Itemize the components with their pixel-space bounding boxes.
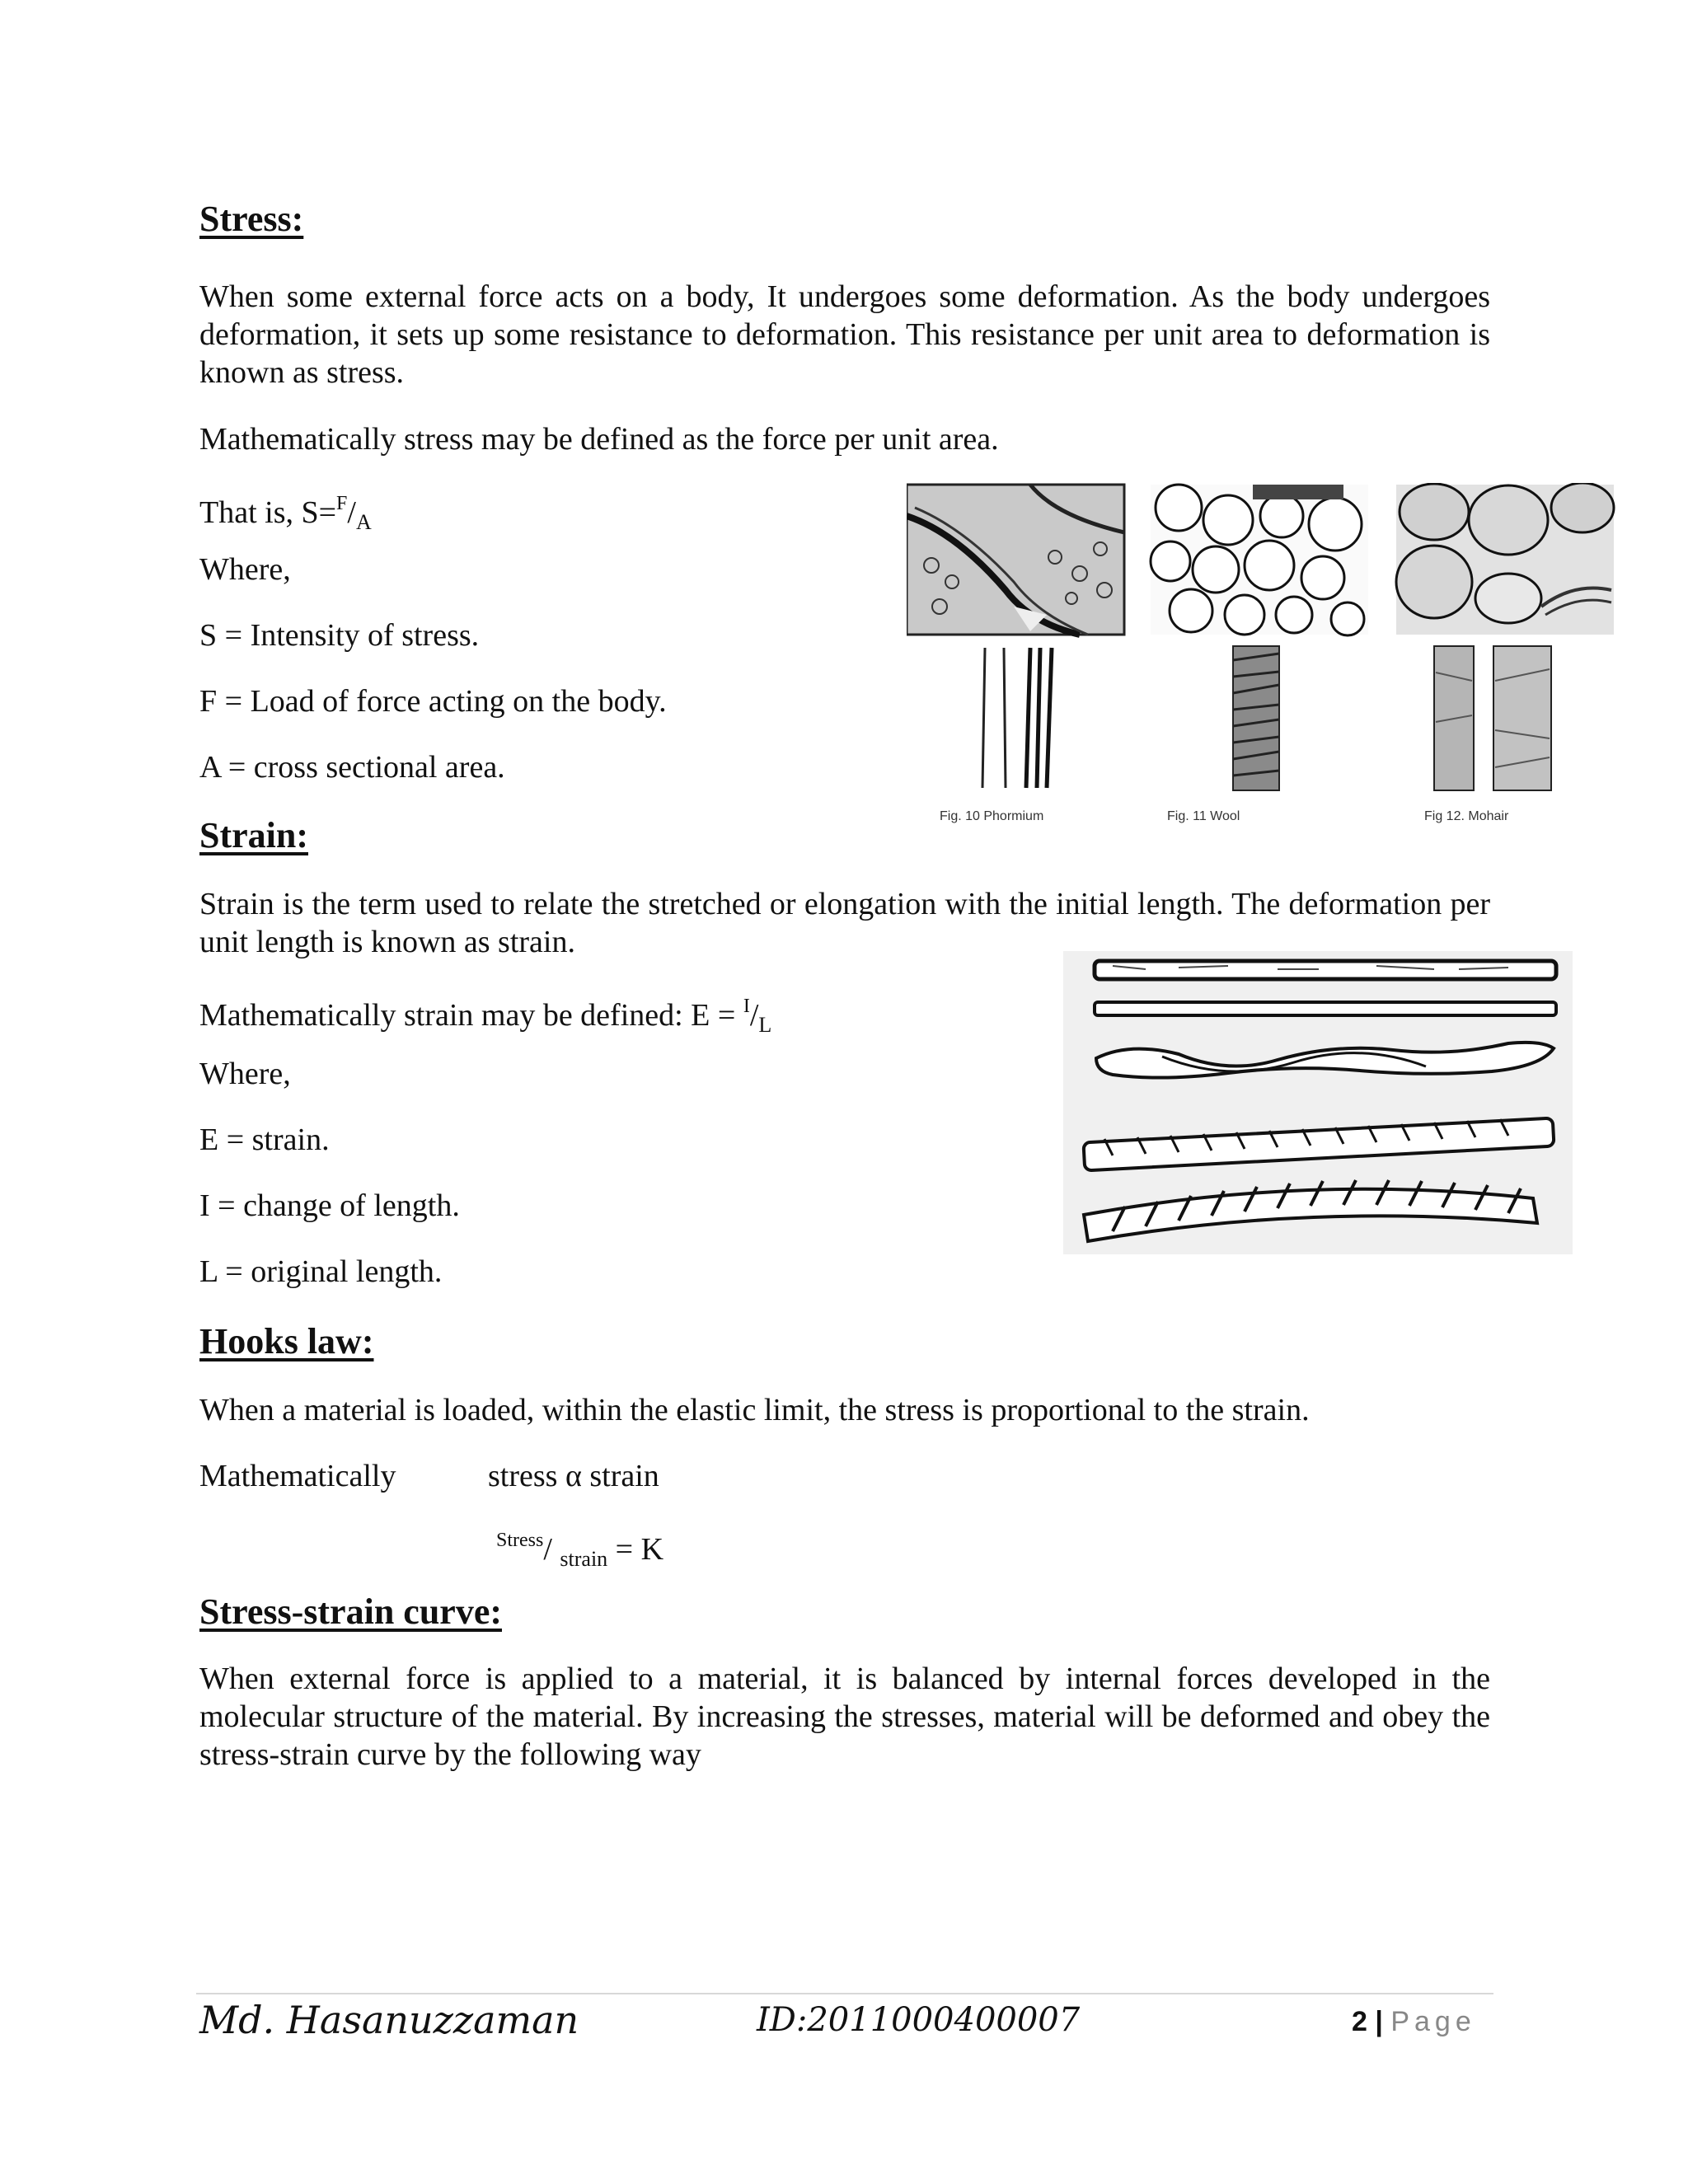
fiber-figures — [907, 483, 1615, 837]
fiber-types-figure — [1063, 951, 1573, 1254]
stress-def-s: S = Intensity of stress. — [199, 618, 480, 653]
footer-divider — [196, 1993, 1493, 1994]
stress-formula — [199, 485, 372, 541]
strain-paragraph: Strain is the term used to relate the stretched or elongation with the initial length. The deformation per unit length is known as strain. — [199, 887, 1490, 959]
strain-def-e: E = strain. — [199, 1122, 330, 1157]
fiber-figures-image — [907, 483, 1615, 837]
curve-heading: Stress-strain curve: — [199, 1591, 502, 1632]
page-label: Page — [1390, 2006, 1476, 2037]
hooks-paragraph: When a material is loaded, within the elastic limit, the stress is proportional to the strain. — [199, 1393, 1310, 1427]
page-separator: | — [1375, 2006, 1383, 2037]
stress-heading: Stress: — [199, 199, 304, 239]
caption-wool: Fig. 11 Wool — [1167, 809, 1240, 823]
caption-mohair: Fig 12. Mohair — [1424, 809, 1509, 823]
caption-phormium: Fig. 10 Phormium — [940, 809, 1044, 823]
hooks-ratio-numerator: Stress — [496, 1530, 544, 1551]
strain-def-l: L = original length. — [199, 1254, 443, 1289]
stress-math-sentence: Mathematically stress may be defined as the force per unit area. — [199, 422, 999, 457]
strain-formula-numerator: I — [743, 996, 750, 1017]
stress-formula-slash: / — [347, 495, 356, 530]
strain-heading: Strain: — [199, 815, 308, 855]
footer-page-number — [1352, 2006, 1476, 2038]
hooks-ratio — [496, 1521, 663, 1578]
footer-student-id: ID:2011000400007 — [757, 2001, 1081, 2039]
stress-def-a: A = cross sectional area. — [199, 750, 505, 785]
hooks-ratio-slash: / — [543, 1532, 552, 1567]
strain-formula-slash: / — [749, 998, 759, 1033]
hooks-heading: Hooks law: — [199, 1321, 374, 1361]
footer-author-name: Md. Hasanuzzaman — [199, 1998, 579, 2042]
hooks-ratio-denominator: strain — [560, 1547, 608, 1571]
strain-where: Where, — [199, 1057, 291, 1091]
stress-formula-denominator: A — [355, 510, 372, 534]
mohair-cross-section — [1396, 483, 1614, 635]
stress-paragraph: When some external force acts on a body, It undergoes some deformation. As the body undergoes deformation, it sets up some resistance to deformation. This resistance per unit area to deformation is known as stress. — [199, 279, 1490, 390]
stress-where: Where, — [199, 552, 291, 587]
hooks-math-label: Mathematically — [199, 1459, 396, 1493]
strain-formula — [199, 987, 771, 1044]
page-number-value: 2 — [1352, 2006, 1367, 2037]
strain-formula-prefix: Mathematically strain may be defined: E = — [199, 998, 743, 1033]
strain-def-i: I = change of length. — [199, 1188, 460, 1223]
hooks-math-expr: stress α strain — [488, 1459, 659, 1493]
stress-formula-prefix: That is, S= — [199, 495, 337, 530]
stress-formula-numerator: F — [336, 493, 348, 514]
wool-longitudinal — [1233, 646, 1279, 790]
stress-def-f: F = Load of force acting on the body. — [199, 684, 667, 719]
curve-paragraph: When external force is applied to a material, it is balanced by internal forces developed in the molecular structure of the material. By increasing the stresses, material will be deformed and obey the stress-strain curve by the following way — [199, 1661, 1490, 1772]
fiber-types-image — [1063, 951, 1573, 1254]
strain-formula-denominator: L — [758, 1013, 772, 1037]
phormium-cross-section — [907, 485, 1124, 635]
phormium-longitudinal — [982, 648, 1052, 788]
wool-cross-section — [1151, 485, 1368, 635]
hooks-ratio-equals: = K — [607, 1532, 664, 1567]
mohair-longitudinal — [1434, 646, 1551, 790]
